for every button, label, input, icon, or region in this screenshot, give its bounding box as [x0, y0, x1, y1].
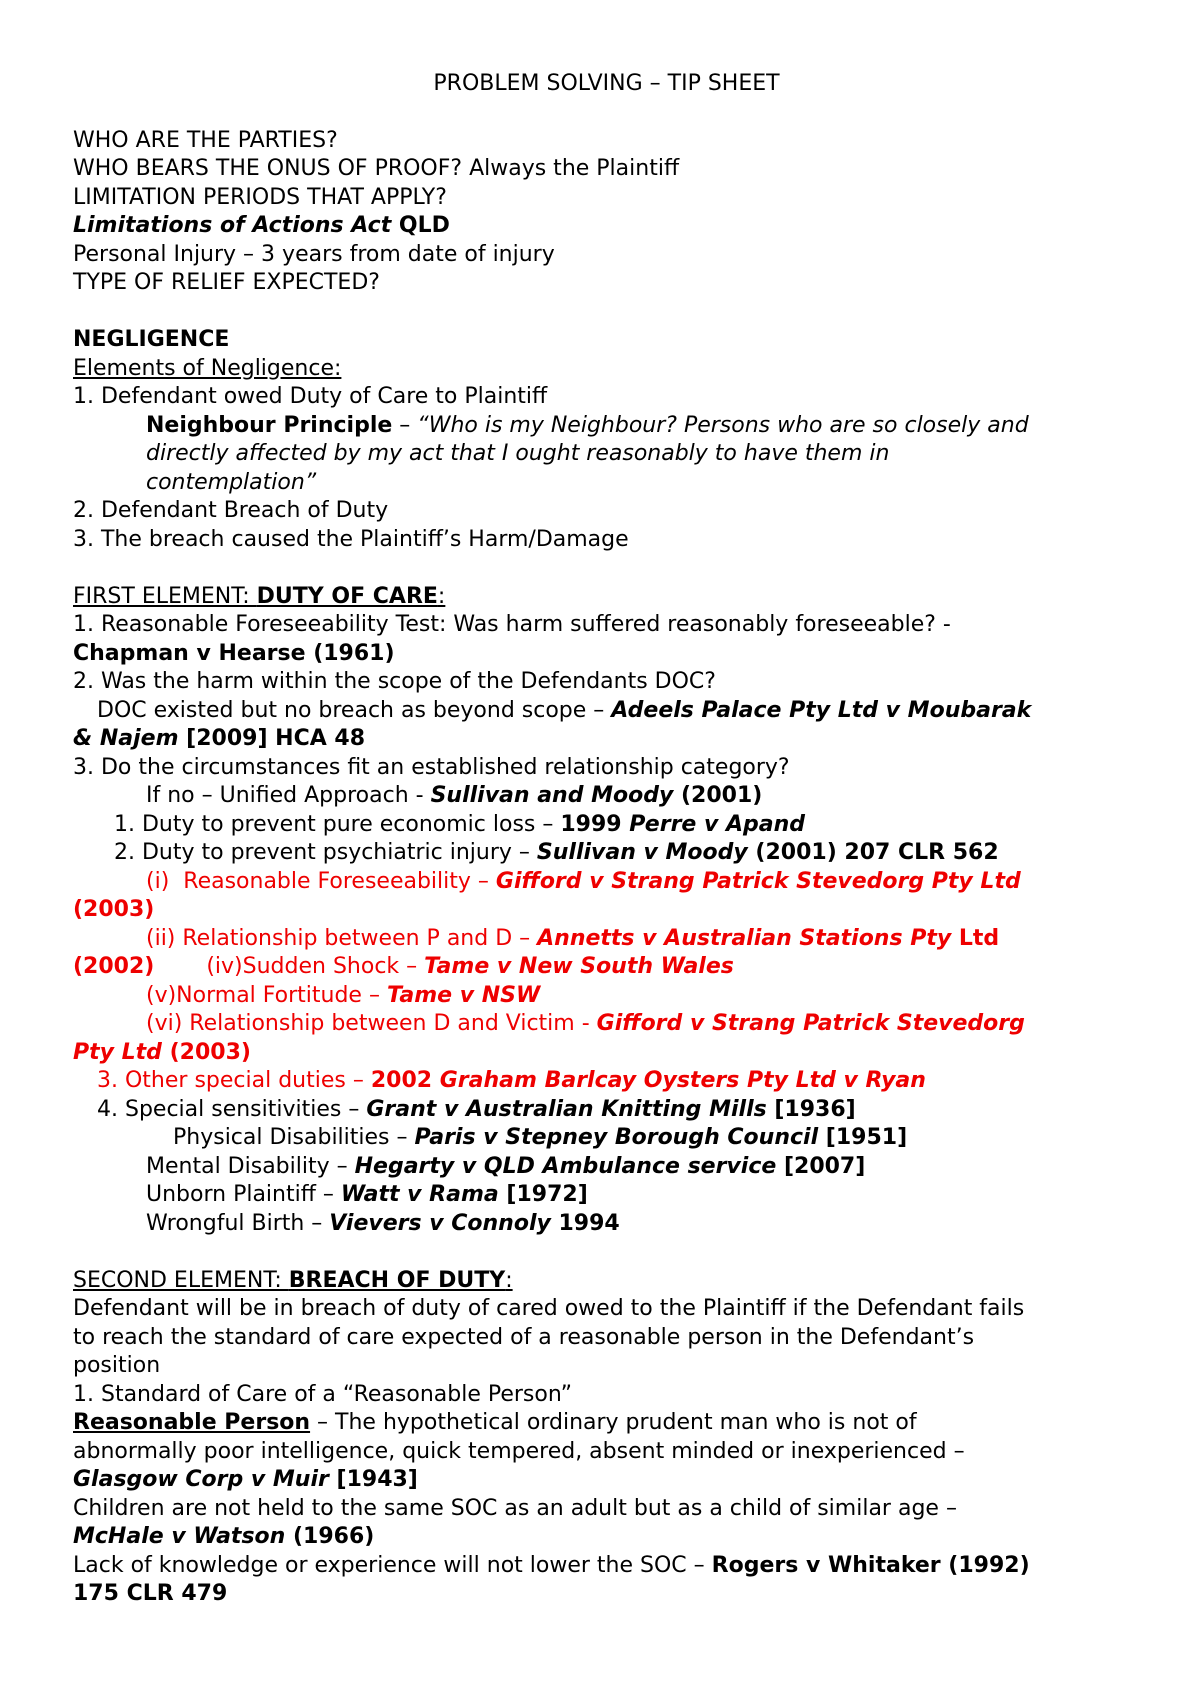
- duty-unborn: [73, 1181, 1140, 1210]
- r1-text: (i) Reasonable Foreseeability –: [146, 868, 496, 894]
- q2-sub-text: DOC existed but no breach as beyond scope –: [97, 697, 612, 723]
- intro-personal-injury: Personal Injury – 3 years from date of injury: [73, 241, 555, 267]
- duty-s4: [73, 1096, 1140, 1125]
- d2-cite: (2001) 207 CLR 562: [747, 840, 999, 865]
- breach-prefix: SECOND ELEMENT:: [73, 1267, 289, 1293]
- duty-prefix: FIRST ELEMENT:: [73, 583, 257, 609]
- duty-q2-sub-cont: [73, 725, 1140, 754]
- duty-heading: [73, 583, 1140, 612]
- r1-case: Gifford v Strang Patrick Stevedorg Pty Ltd: [495, 868, 1021, 894]
- r6-text: (vi) Relationship between D and Victim -: [146, 1011, 597, 1036]
- lk-case: Rogers v Whitaker (1992): [711, 1552, 1030, 1578]
- spacer: [73, 554, 1140, 583]
- intro-limitation: LIMITATION PERIODS THAT APPLY?: [73, 184, 447, 210]
- spacer: [73, 298, 1140, 327]
- md-text: Mental Disability –: [146, 1153, 355, 1179]
- r6-case-b: Pty Ltd: [73, 1039, 162, 1065]
- breach-p1: Defendant will be in breach of duty of cared owed to the Plaintiff if the Defendant fails: [73, 1296, 1025, 1321]
- duty-r1: [73, 868, 1140, 897]
- r5-case: Tame v NSW: [386, 982, 541, 1008]
- md-year: [2007]: [776, 1153, 866, 1179]
- neighbour-label: Neighbour Principle: [146, 412, 393, 438]
- breach-colon: :: [505, 1267, 513, 1293]
- s3-text: 3. Other special duties –: [97, 1068, 371, 1093]
- duty-r6: [73, 1010, 1140, 1039]
- r5-text: (v)Normal Fortitude –: [146, 982, 387, 1008]
- duty-d1: [73, 811, 1140, 840]
- pd-case: Paris v Stepney Borough Council: [414, 1125, 819, 1150]
- s4-year: [1936]: [766, 1096, 856, 1122]
- ch-year: (1966): [285, 1524, 375, 1549]
- duty-q1: 1. Reasonable Foreseeability Test: Was harm suffered reasonably foreseeable? -: [73, 612, 951, 637]
- ch-case: McHale v Watson: [73, 1524, 286, 1549]
- r6-case: Gifford v Strang Patrick Stevedorg: [596, 1011, 1025, 1036]
- elements-label: Elements of Negligence:: [73, 355, 342, 381]
- s3-year: 2002: [370, 1068, 440, 1093]
- duty-q2: 2. Was the harm within the scope of the Defendants DOC?: [73, 669, 716, 694]
- spacer: [73, 1238, 1140, 1267]
- if-no-text: If no – Unified Approach -: [146, 783, 431, 808]
- d1-year: 1999: [560, 811, 630, 837]
- breach-children-case: [73, 1523, 1140, 1552]
- page-title: PROBLEM SOLVING – TIP SHEET: [433, 71, 780, 96]
- breach-rp-cont: abnormally poor intelligence, quick tempered, absent minded or inexperienced –: [73, 1438, 965, 1464]
- duty-if-no: [73, 782, 1140, 811]
- breach-children: Children are not held to the same SOC as an adult but as a child of similar age –: [73, 1495, 957, 1521]
- breach-reasonable-person: [73, 1409, 1140, 1438]
- rp-year: [1943]: [328, 1467, 418, 1492]
- neighbour-dash: –: [392, 412, 418, 438]
- breach-heading: [73, 1267, 1140, 1296]
- duty-colon: :: [437, 583, 446, 609]
- breach-knowledge-cite: 175 CLR 479: [73, 1581, 228, 1606]
- r2-tail: Ltd: [951, 925, 1000, 951]
- neighbour-quote-1: “Who is my Neighbour? Persons who are so closely and: [417, 412, 1029, 438]
- duty-q1-case: Chapman v Hearse (1961): [73, 640, 395, 666]
- duty-mental: [73, 1153, 1140, 1182]
- duty-r1-year: (2003): [73, 897, 155, 922]
- d2-case: Sullivan v Moody: [536, 840, 748, 865]
- d1-text: 1. Duty to prevent pure economic loss –: [114, 811, 561, 837]
- intro-relief: TYPE OF RELIEF EXPECTED?: [73, 270, 380, 295]
- lk-text: Lack of knowledge or experience will not lower the SOC –: [73, 1552, 712, 1578]
- duty-r5: [73, 982, 1140, 1011]
- duty-r2-r4: [73, 953, 1140, 982]
- duty-q3: 3. Do the circumstances fit an established relationship category?: [73, 754, 790, 780]
- neighbour-principle: [73, 412, 1140, 441]
- negligence-heading: NEGLIGENCE: [73, 327, 230, 352]
- wb-case: Vievers v Connoly: [329, 1210, 551, 1236]
- r4-case: Tame v New South Wales: [424, 954, 734, 979]
- up-year: [1972]: [498, 1182, 588, 1207]
- if-no-case: Sullivan and Moody: [430, 783, 674, 808]
- rp-label: Reasonable Person: [73, 1410, 311, 1435]
- wb-text: Wrongful Birth –: [146, 1210, 330, 1236]
- act-state: QLD: [391, 213, 450, 238]
- s3-case: Graham Barlcay Oysters Pty Ltd v Ryan: [439, 1068, 926, 1093]
- duty-d2: [73, 839, 1140, 868]
- element-1: 1. Defendant owed Duty of Care to Plaintiff: [73, 384, 548, 409]
- intro-onus: WHO BEARS THE ONUS OF PROOF? Always the Plaintiff: [73, 156, 680, 181]
- rp-case: Glasgow Corp v Muir: [73, 1467, 329, 1492]
- element-2: 2. Defendant Breach of Duty: [73, 498, 389, 523]
- breach-rp-case: [73, 1466, 1140, 1495]
- duty-wrongful: [73, 1210, 1140, 1239]
- d1-case: Perre v Apand: [629, 811, 806, 837]
- q2-case-a: Adeels Palace Pty Ltd v Moubarak: [611, 697, 1032, 723]
- d2-text: 2. Duty to prevent psychiatric injury –: [114, 840, 537, 865]
- duty-title: DUTY OF CARE: [256, 583, 438, 609]
- breach-title: BREACH OF DUTY: [288, 1267, 506, 1293]
- up-text: Unborn Plaintiff –: [146, 1182, 341, 1207]
- duty-q2-sub: [73, 697, 1140, 726]
- pd-text: Physical Disabilities –: [173, 1125, 415, 1150]
- pd-year: [1951]: [818, 1125, 908, 1150]
- neighbour-quote-3: contemplation”: [146, 469, 317, 495]
- intro-act: [73, 212, 1140, 241]
- act-name: Limitations of Actions Act: [73, 213, 392, 238]
- element-3: 3. The breach caused the Plaintiff’s Harm/Damage: [73, 526, 629, 552]
- r6-year: (2003): [161, 1039, 251, 1065]
- duty-physical: [73, 1124, 1140, 1153]
- breach-knowledge: [73, 1552, 1140, 1581]
- up-case: Watt v Rama: [340, 1182, 499, 1207]
- md-case: Hegarty v QLD Ambulance service: [354, 1153, 777, 1179]
- q2-case-c: [2009] HCA 48: [178, 726, 366, 751]
- r4-text: (iv)Sudden Shock –: [206, 954, 425, 979]
- wb-year: 1994: [550, 1210, 620, 1236]
- r2-case: Annetts v Australian Stations Pty: [537, 925, 952, 951]
- duty-r6-cont: [73, 1039, 1140, 1068]
- if-no-year: (2001): [673, 783, 763, 808]
- s4-case: Grant v Australian Knitting Mills: [366, 1096, 767, 1122]
- rp-text: – The hypothetical ordinary prudent man who is not of: [310, 1410, 917, 1435]
- r2-text: (ii) Relationship between P and D –: [146, 925, 538, 951]
- breach-standard: 1. Standard of Care of a “Reasonable Person”: [73, 1381, 572, 1407]
- s4-text: 4. Special sensitivities –: [97, 1096, 367, 1122]
- r2-year: (2002): [73, 954, 155, 979]
- neighbour-quote-2: directly affected by my act that I ought reasonably to have them in: [146, 441, 890, 466]
- intro-parties: WHO ARE THE PARTIES?: [73, 127, 338, 153]
- breach-p3: position: [73, 1353, 161, 1378]
- duty-r2: [73, 925, 1140, 954]
- duty-s3: [73, 1067, 1140, 1096]
- q2-case-b: & Najem: [73, 726, 179, 751]
- breach-p2: to reach the standard of care expected of a reasonable person in the Defendant’s: [73, 1324, 975, 1350]
